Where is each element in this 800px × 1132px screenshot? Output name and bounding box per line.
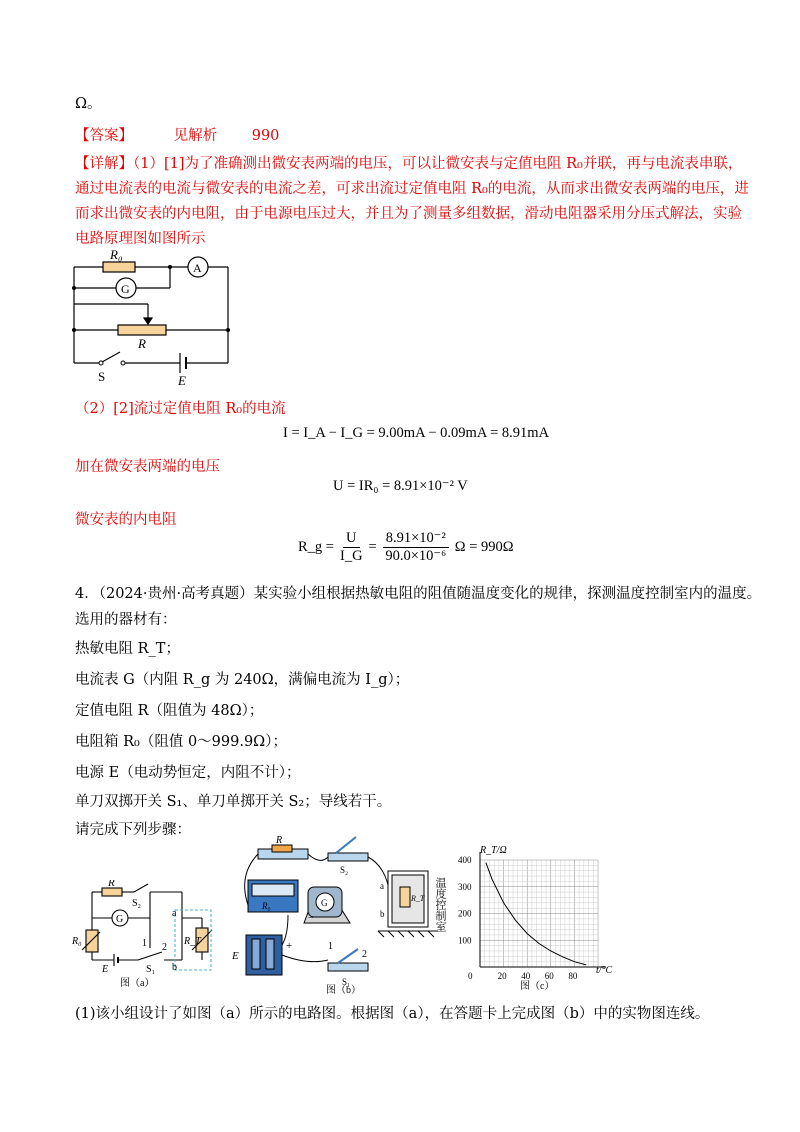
equation-1: I = I_A − I_G = 9.00mA − 0.09mA = 8.91mA [283,425,550,441]
fb-g: G [321,898,328,908]
answer-label: 【答案】 [75,128,133,144]
fb-r: R [276,835,283,846]
chart-xtick-label: 80 [568,971,578,981]
eq3-rhs: Ω = 990Ω [454,539,514,555]
c1-label-e: E [178,373,186,388]
detail-text-1: （1）[1]为了准确测出微安表两端的电压，可以让微安表与定值电阻 R₀并联，再与电流表串联， [133,156,743,172]
q4-item-2: 电流表 G（内阻 R_g 为 240Ω，满偏电流为 I_g）； [75,672,410,688]
chart-ytick-label: 100 [458,935,472,946]
omega-line: Ω。 [75,96,102,112]
q4-item-6: 单刀双掷开关 S₁、单刀单掷开关 S₂；导线若干。 [75,794,392,810]
fa-g: G [116,914,124,925]
fb-s2: S₂ [340,865,349,875]
chart-xtick-label: 60 [544,971,554,981]
q4-prompt: 请完成下列步骤： [75,822,191,838]
q4-item-5: 电源 E（电动势恒定，内阻不计）； [75,765,301,781]
q4-stem-1: 4．（2024·贵州·高考真题）某实验小组根据热敏电阻的阻值随温度变化的规律，探测温度控制室内的温度。 [75,586,762,602]
part2-line: （2）[2]流过定值电阻 R₀的电流 [75,401,286,417]
chart-grid [480,860,598,967]
detail-line-1 [75,152,742,173]
part3-line: 加在微安表两端的电压 [75,459,220,475]
c1-label-r0: R₀ [110,248,123,262]
chart-ytick-label: 300 [458,881,472,892]
eq3-num1: U [343,530,359,548]
q4-sub1: (1)该小组设计了如图（a）所示的电路图。根据图（a），在答题卡上完成图（b）中的实物图连线。 [75,1006,710,1022]
figure-a [72,880,217,990]
eq3-frac1 [340,530,363,565]
fc-caption: 图（c） [520,981,555,992]
fb-e: E [232,950,239,962]
fb-r0: R₀ [262,901,271,911]
fa-s2: S₂ [132,898,142,909]
chart-xtick-label: 20 [497,971,507,981]
chart-ylabel: R_T/Ω [480,845,507,856]
eq3-num2: 8.91×10⁻² [383,530,449,548]
detail-line-2: 通过电流表的电流与微安表的电流之差，可求出流过定值电阻 R₀的电流，从而求出微安表两端的电压，进 [75,181,749,197]
chart-ytick-label: 200 [458,908,472,919]
fb-one: 1 [328,941,333,952]
circuit-diagram-1 [68,248,243,388]
c1-label-s: S [98,369,106,384]
fb-room: 温度控制室 [434,877,446,932]
c1-label-r: R [138,336,146,351]
fb-rt: R_T [411,894,425,903]
fa-e: E [102,964,109,975]
chart-ytick-label: 400 [458,855,472,865]
fa-caption: 图（a） [120,978,155,989]
fb-caption: 图（b） [326,985,361,995]
answer-part1: 见解析 [173,128,218,144]
fa-two: 2 [162,942,167,953]
c1-label-g: G [121,282,130,296]
detail-label: 【详解】 [75,156,133,172]
chart-xlabel: t/°C [596,965,613,976]
equation-2: U = IR₀ = 8.91×10⁻² V [333,478,468,494]
q4-item-4: 电阻箱 R₀（阻值 0～999.9Ω）； [75,734,287,750]
c1-label-a: A [193,261,202,275]
chart-xtick-label: 0 [468,971,473,981]
answer-line [75,124,279,145]
figure-c-chart [440,835,630,995]
fa-a: a [172,908,177,919]
eq3-den2: 90.0×10⁻⁶ [385,548,447,564]
chart-series-line [486,863,586,965]
chart-xtick-label: 40 [521,971,531,981]
figure-b [228,835,453,995]
q4-item-3: 定值电阻 R（阻值为 48Ω）； [75,703,264,719]
fb-b: b [380,909,385,919]
fa-s1: S₁ [146,964,156,975]
fb-a: a [380,881,384,891]
detail-line-4: 电路原理图如图所示 [75,231,206,247]
q4-stem-2: 选用的器材有： [75,612,177,628]
fa-b: b [172,962,177,973]
answer-part2: 990 [251,128,280,144]
fa-one: 1 [142,938,147,949]
eq3-den1: I_G [339,548,363,564]
fb-two: 2 [362,949,367,960]
fa-rt: R_T [184,936,201,947]
equation-3: R_g = $\frac{U}{I\_G}$ = $\frac{\text{8.91×10⁻²}}{\text{90.0×10⁻⁶}}$ Ω = 990Ω [298,530,514,564]
fa-r: R [108,880,115,889]
fb-minus: − [308,913,314,924]
q4-item-1: 热敏电阻 R_T； [75,641,180,657]
fb-plus: + [286,940,293,952]
fb-s1: S₁ [342,977,351,987]
eq3-lhs: R_g = [298,539,334,555]
fa-r0: R₀ [72,936,82,947]
eq3-frac2 [383,530,449,565]
detail-line-3: 而求出微安表的内电阻，由于电源电压过大，并且为了测量多组数据，滑动电阻器采用分压式解法，实验 [75,206,742,222]
part4-line: 微安表的内电阻 [75,512,177,528]
